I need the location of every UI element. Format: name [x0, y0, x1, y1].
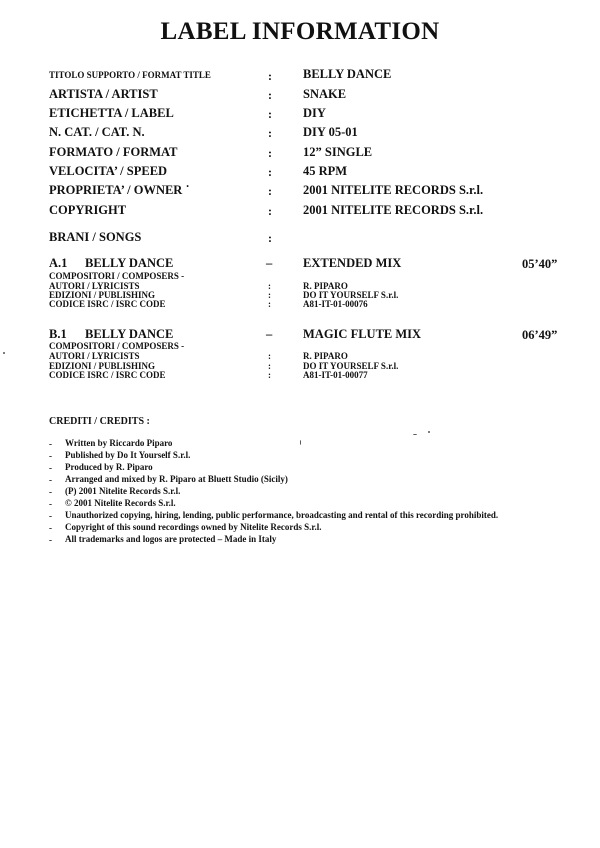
track-name: BELLY DANCE	[85, 327, 174, 341]
credit-bullet: -	[49, 463, 52, 473]
field-separator: :	[268, 69, 272, 83]
detail-separator: :	[268, 281, 271, 291]
track-mix: MAGIC FLUTE MIX	[303, 327, 422, 341]
detail-label: CODICE ISRC / ISRC CODE	[49, 370, 166, 380]
credit-line: Arranged and mixed by R. Piparo at Bluett Studio (Sicily)	[65, 474, 288, 484]
field-value: SNAKE	[303, 87, 347, 101]
scan-speck	[413, 434, 417, 435]
track-position: B.1	[49, 327, 67, 341]
track-position: A.1	[49, 256, 68, 270]
field-separator: :	[268, 184, 272, 198]
detail-value: DO IT YOURSELF S.r.l.	[303, 290, 399, 300]
detail-label: AUTORI / LYRICISTS	[49, 351, 140, 361]
credit-line: Written by Riccardo Piparo	[65, 438, 173, 448]
detail-label: EDIZIONI / PUBLISHING	[49, 361, 156, 371]
credit-bullet: -	[49, 499, 52, 509]
detail-value: A81-IT-01-00077	[303, 370, 368, 380]
field-value: 45 RPM	[303, 164, 348, 178]
field-value: DIY 05-01	[303, 125, 358, 139]
credit-bullet: -	[49, 511, 52, 521]
field-value: DIY	[303, 106, 326, 120]
field-label: VELOCITA’ / SPEED	[49, 164, 168, 178]
track-mix: EXTENDED MIX	[303, 256, 402, 270]
field-label: FORMATO / FORMAT	[49, 145, 178, 159]
track-duration: 06’49”	[522, 328, 558, 342]
detail-value: A81-IT-01-00076	[303, 299, 368, 309]
field-separator: :	[268, 146, 272, 160]
credits-heading: CREDITI / CREDITS :	[49, 416, 150, 427]
field-label: PROPRIETA’ / OWNER ˙	[49, 183, 190, 197]
credit-bullet: -	[49, 487, 52, 497]
field-label: TITOLO SUPPORTO / FORMAT TITLE	[49, 70, 211, 80]
songs-label: BRANI / SONGS	[49, 230, 142, 244]
credit-bullet: -	[49, 451, 52, 461]
credit-bullet: -	[49, 523, 52, 533]
detail-separator: :	[268, 290, 271, 300]
credit-bullet: -	[49, 535, 52, 545]
credit-bullet: -	[49, 439, 52, 449]
credit-line: (P) 2001 Nitelite Records S.r.l.	[65, 486, 181, 496]
detail-label: COMPOSITORI / COMPOSERS -	[49, 341, 185, 351]
track-dash: –	[266, 327, 273, 341]
field-separator: :	[268, 126, 272, 140]
scan-speck	[428, 431, 430, 433]
detail-separator: :	[268, 361, 271, 371]
field-value: 2001 NITELITE RECORDS S.r.l.	[303, 203, 484, 217]
field-separator: :	[268, 231, 272, 245]
field-value: 12” SINGLE	[303, 145, 373, 159]
track-dash: –	[266, 256, 273, 270]
credit-line: © 2001 Nitelite Records S.r.l.	[65, 498, 176, 508]
detail-value: R. PIPARO	[303, 281, 348, 291]
field-value: 2001 NITELITE RECORDS S.r.l.	[303, 183, 484, 197]
field-separator: :	[268, 204, 272, 218]
credit-line: Published by Do It Yourself S.r.l.	[65, 450, 191, 460]
detail-value: DO IT YOURSELF S.r.l.	[303, 361, 399, 371]
track-name: BELLY DANCE	[85, 256, 174, 270]
detail-label: EDIZIONI / PUBLISHING	[49, 290, 156, 300]
page-title: LABEL INFORMATION	[160, 18, 440, 45]
scan-speck	[300, 440, 301, 445]
credit-line: Unauthorized copying, hiring, lending, public performance, broadcasting and rental of this recording prohibited.	[65, 510, 499, 520]
field-separator: :	[268, 107, 272, 121]
credit-line: Produced by R. Piparo	[65, 462, 153, 472]
detail-label: CODICE ISRC / ISRC CODE	[49, 299, 166, 309]
detail-separator: :	[268, 351, 271, 361]
field-label: ARTISTA / ARTIST	[49, 87, 158, 101]
detail-separator: :	[268, 370, 271, 380]
detail-value: R. PIPARO	[303, 351, 348, 361]
field-label: N. CAT. / CAT. N.	[49, 125, 145, 139]
detail-label: AUTORI / LYRICISTS	[49, 281, 140, 291]
credit-bullet: -	[49, 475, 52, 485]
track-duration: 05’40”	[522, 257, 558, 271]
scan-speck	[3, 352, 5, 354]
field-value: BELLY DANCE	[303, 67, 392, 81]
credit-line: All trademarks and logos are protected – Made in Italy	[65, 534, 277, 544]
detail-separator: :	[268, 299, 271, 309]
detail-label: COMPOSITORI / COMPOSERS -	[49, 271, 185, 281]
field-separator: :	[268, 88, 272, 102]
field-label: COPYRIGHT	[49, 203, 127, 217]
field-label: ETICHETTA / LABEL	[49, 106, 174, 120]
credit-line: Copyright of this sound recordings owned by Nitelite Records S.r.l.	[65, 522, 322, 532]
field-separator: :	[268, 165, 272, 179]
